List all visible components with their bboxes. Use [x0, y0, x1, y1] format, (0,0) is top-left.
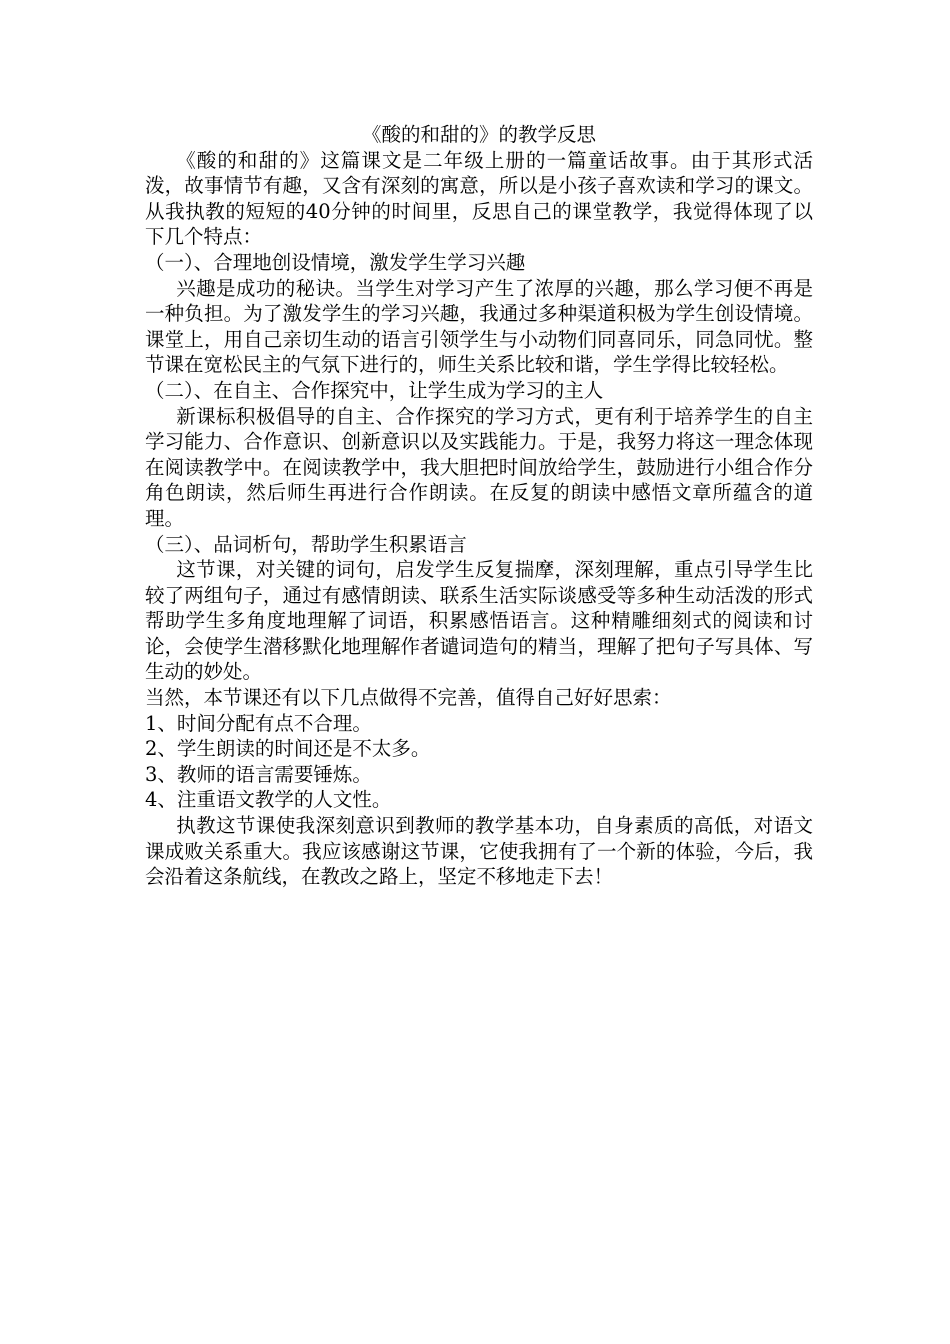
document-page — [145, 122, 813, 890]
section-1-heading: （一）、合理地创设情境，激发学生学习兴趣 — [145, 250, 526, 274]
shortcoming-item: 1、时间分配有点不合理。 — [145, 711, 372, 735]
section-1-body: 兴趣是成功的秘诀。当学生对学习产生了浓厚的兴趣，那么学习便不再是一种负担。为了激发学生的学习兴趣，我通过多种渠道积极为学生创设情境。课堂上，用自己亲切生动的语言引领学生与小动物们同喜同乐，同急同忧。整节课在宽松民主的气氛下进行的，师生关系比较和谐，学生学得比较轻松。 — [145, 276, 813, 377]
shortcoming-item: 4、注重语文教学的人文性。 — [145, 788, 392, 812]
intro-paragraph: 《酸的和甜的》这篇课文是二年级上册的一篇童话故事。由于其形式活泼，故事情节有趣，又含有深刻的寓意，所以是小孩子喜欢读和学习的课文。从我执教的短短的40分钟的时间里，反思自己的课堂教学，我觉得体现了以下几个特点： — [145, 148, 813, 249]
shortcoming-item: 3、教师的语言需要锤炼。 — [145, 762, 372, 786]
section-2-heading: （二）、在自主、合作探究中，让学生成为学习的主人 — [145, 378, 604, 402]
section-3-heading: （三）、品词析句，帮助学生积累语言 — [145, 532, 467, 556]
section-2-body: 新课标积极倡导的自主、合作探究的学习方式，更有利于培养学生的自主学习能力、合作意识、创新意识以及实践能力。于是，我努力将这一理念体现在阅读教学中。在阅读教学中，我大胆把时间放给学生，鼓励进行小组合作分角色朗读，然后师生再进行合作朗读。在反复的朗读中感悟文章所蕴含的道理。 — [145, 404, 813, 530]
shortcoming-item: 2、学生朗读的时间还是不太多。 — [145, 737, 431, 761]
document-title: 《酸的和甜的》的教学反思 — [361, 123, 596, 146]
shortcomings-intro: 当然，本节课还有以下几点做得不完善，值得自己好好思索： — [145, 686, 672, 710]
conclusion-paragraph: 执教这节课使我深刻意识到教师的教学基本功，自身素质的高低，对语文课成败关系重大。我应该感谢这节课，它使我拥有了一个新的体验，今后，我会沿着这条航线，在教改之路上，坚定不移地走下去！ — [145, 814, 813, 889]
section-3-body: 这节课，对关键的词句，启发学生反复揣摩，深刻理解，重点引导学生比较了两组句子，通过有感情朗读、联系生活实际谈感受等多种生动活泼的形式帮助学生多角度地理解了词语，积累感悟语言。这种精雕细刻式的阅读和讨论，会使学生潜移默化地理解作者谴词造句的精当，理解了把句子写具体、写生动的妙处。 — [145, 558, 813, 684]
